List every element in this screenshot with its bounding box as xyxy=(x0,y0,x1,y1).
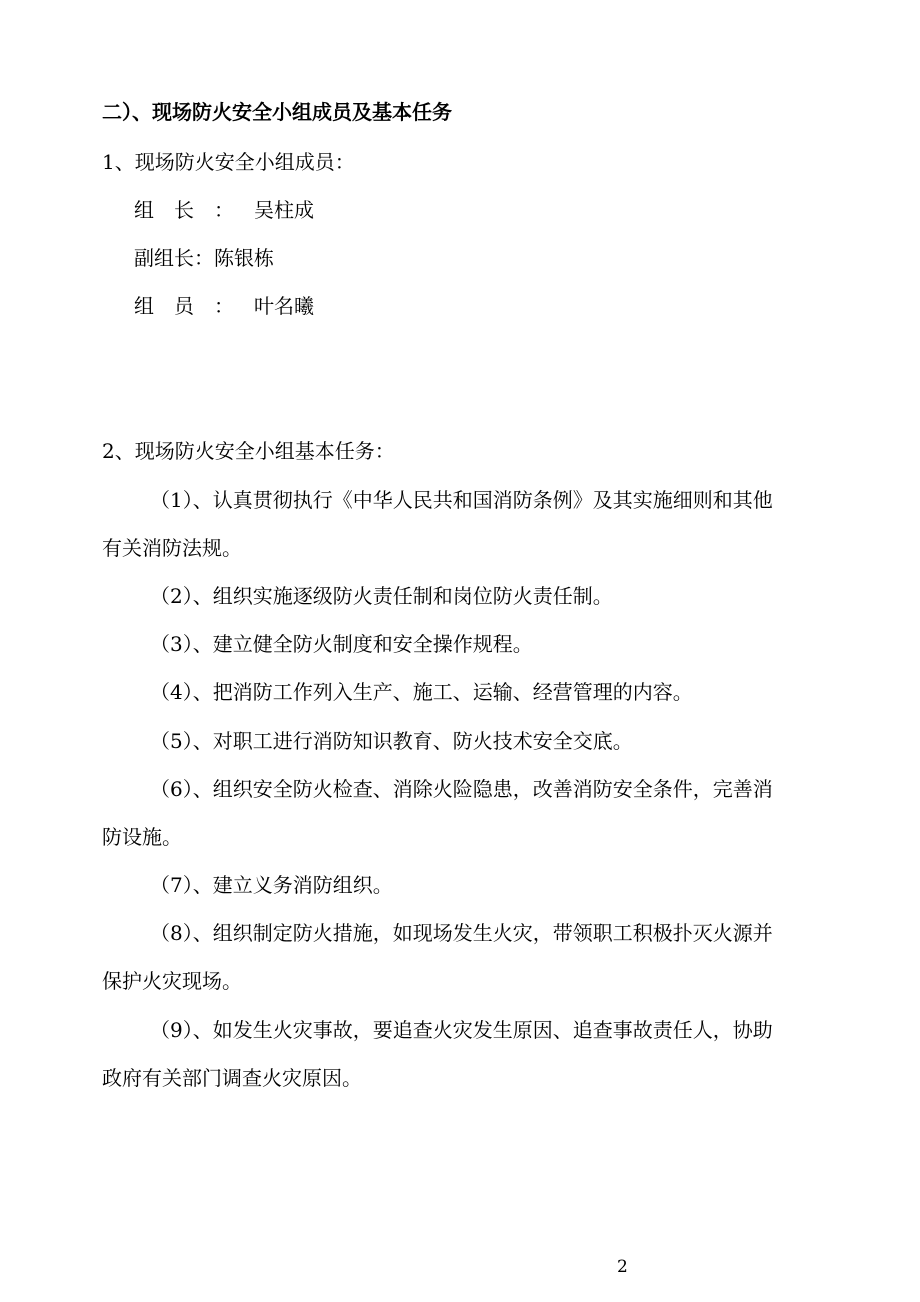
task-item-8: （8）、组织制定防火措施，如现场发生火灾，带领职工积极扑灭火源并 xyxy=(150,921,773,945)
deputy-role: 副组长： xyxy=(134,246,214,270)
task-item-9-cont: 政府有关部门调查火灾原因。 xyxy=(102,1066,362,1090)
member-role: 组员： xyxy=(134,294,254,318)
deputy-name: 陈银栋 xyxy=(214,246,274,270)
task-item-1: （1）、认真贯彻执行《中华人民共和国消防条例》及其实施细则和其他 xyxy=(150,488,773,512)
task-item-7: （7）、建立义务消防组织。 xyxy=(150,873,393,897)
leader-name: 吴柱成 xyxy=(254,198,314,222)
task-item-6-cont: 防设施。 xyxy=(102,825,182,849)
members-heading: 1、现场防火安全小组成员： xyxy=(102,150,355,174)
task-item-9: （9）、如发生火灾事故，要追查火灾发生原因、追查事故责任人，协助 xyxy=(150,1018,773,1042)
leader-role: 组长： xyxy=(134,198,254,222)
task-item-3: （3）、建立健全防火制度和安全操作规程。 xyxy=(150,632,533,656)
member-line xyxy=(134,292,314,320)
page-number: 2 xyxy=(617,1257,628,1277)
task-item-6: （6）、组织安全防火检查、消除火险隐患，改善消防安全条件，完善消 xyxy=(150,777,773,801)
task-item-1-cont: 有关消防法规。 xyxy=(102,536,242,560)
leader-line xyxy=(134,196,314,224)
deputy-line xyxy=(134,244,274,272)
task-item-8-cont: 保护火灾现场。 xyxy=(102,969,242,993)
task-item-5: （5）、对职工进行消防知识教育、防火技术安全交底。 xyxy=(150,729,633,753)
task-item-2: （2）、组织实施逐级防火责任制和岗位防火责任制。 xyxy=(150,584,613,608)
member-name: 叶名曦 xyxy=(254,294,314,318)
tasks-heading: 2、现场防火安全小组基本任务： xyxy=(102,439,395,463)
task-item-4: （4）、把消防工作列入生产、施工、运输、经营管理的内容。 xyxy=(150,680,693,704)
section-title: 二）、现场防火安全小组成员及基本任务 xyxy=(102,100,452,124)
